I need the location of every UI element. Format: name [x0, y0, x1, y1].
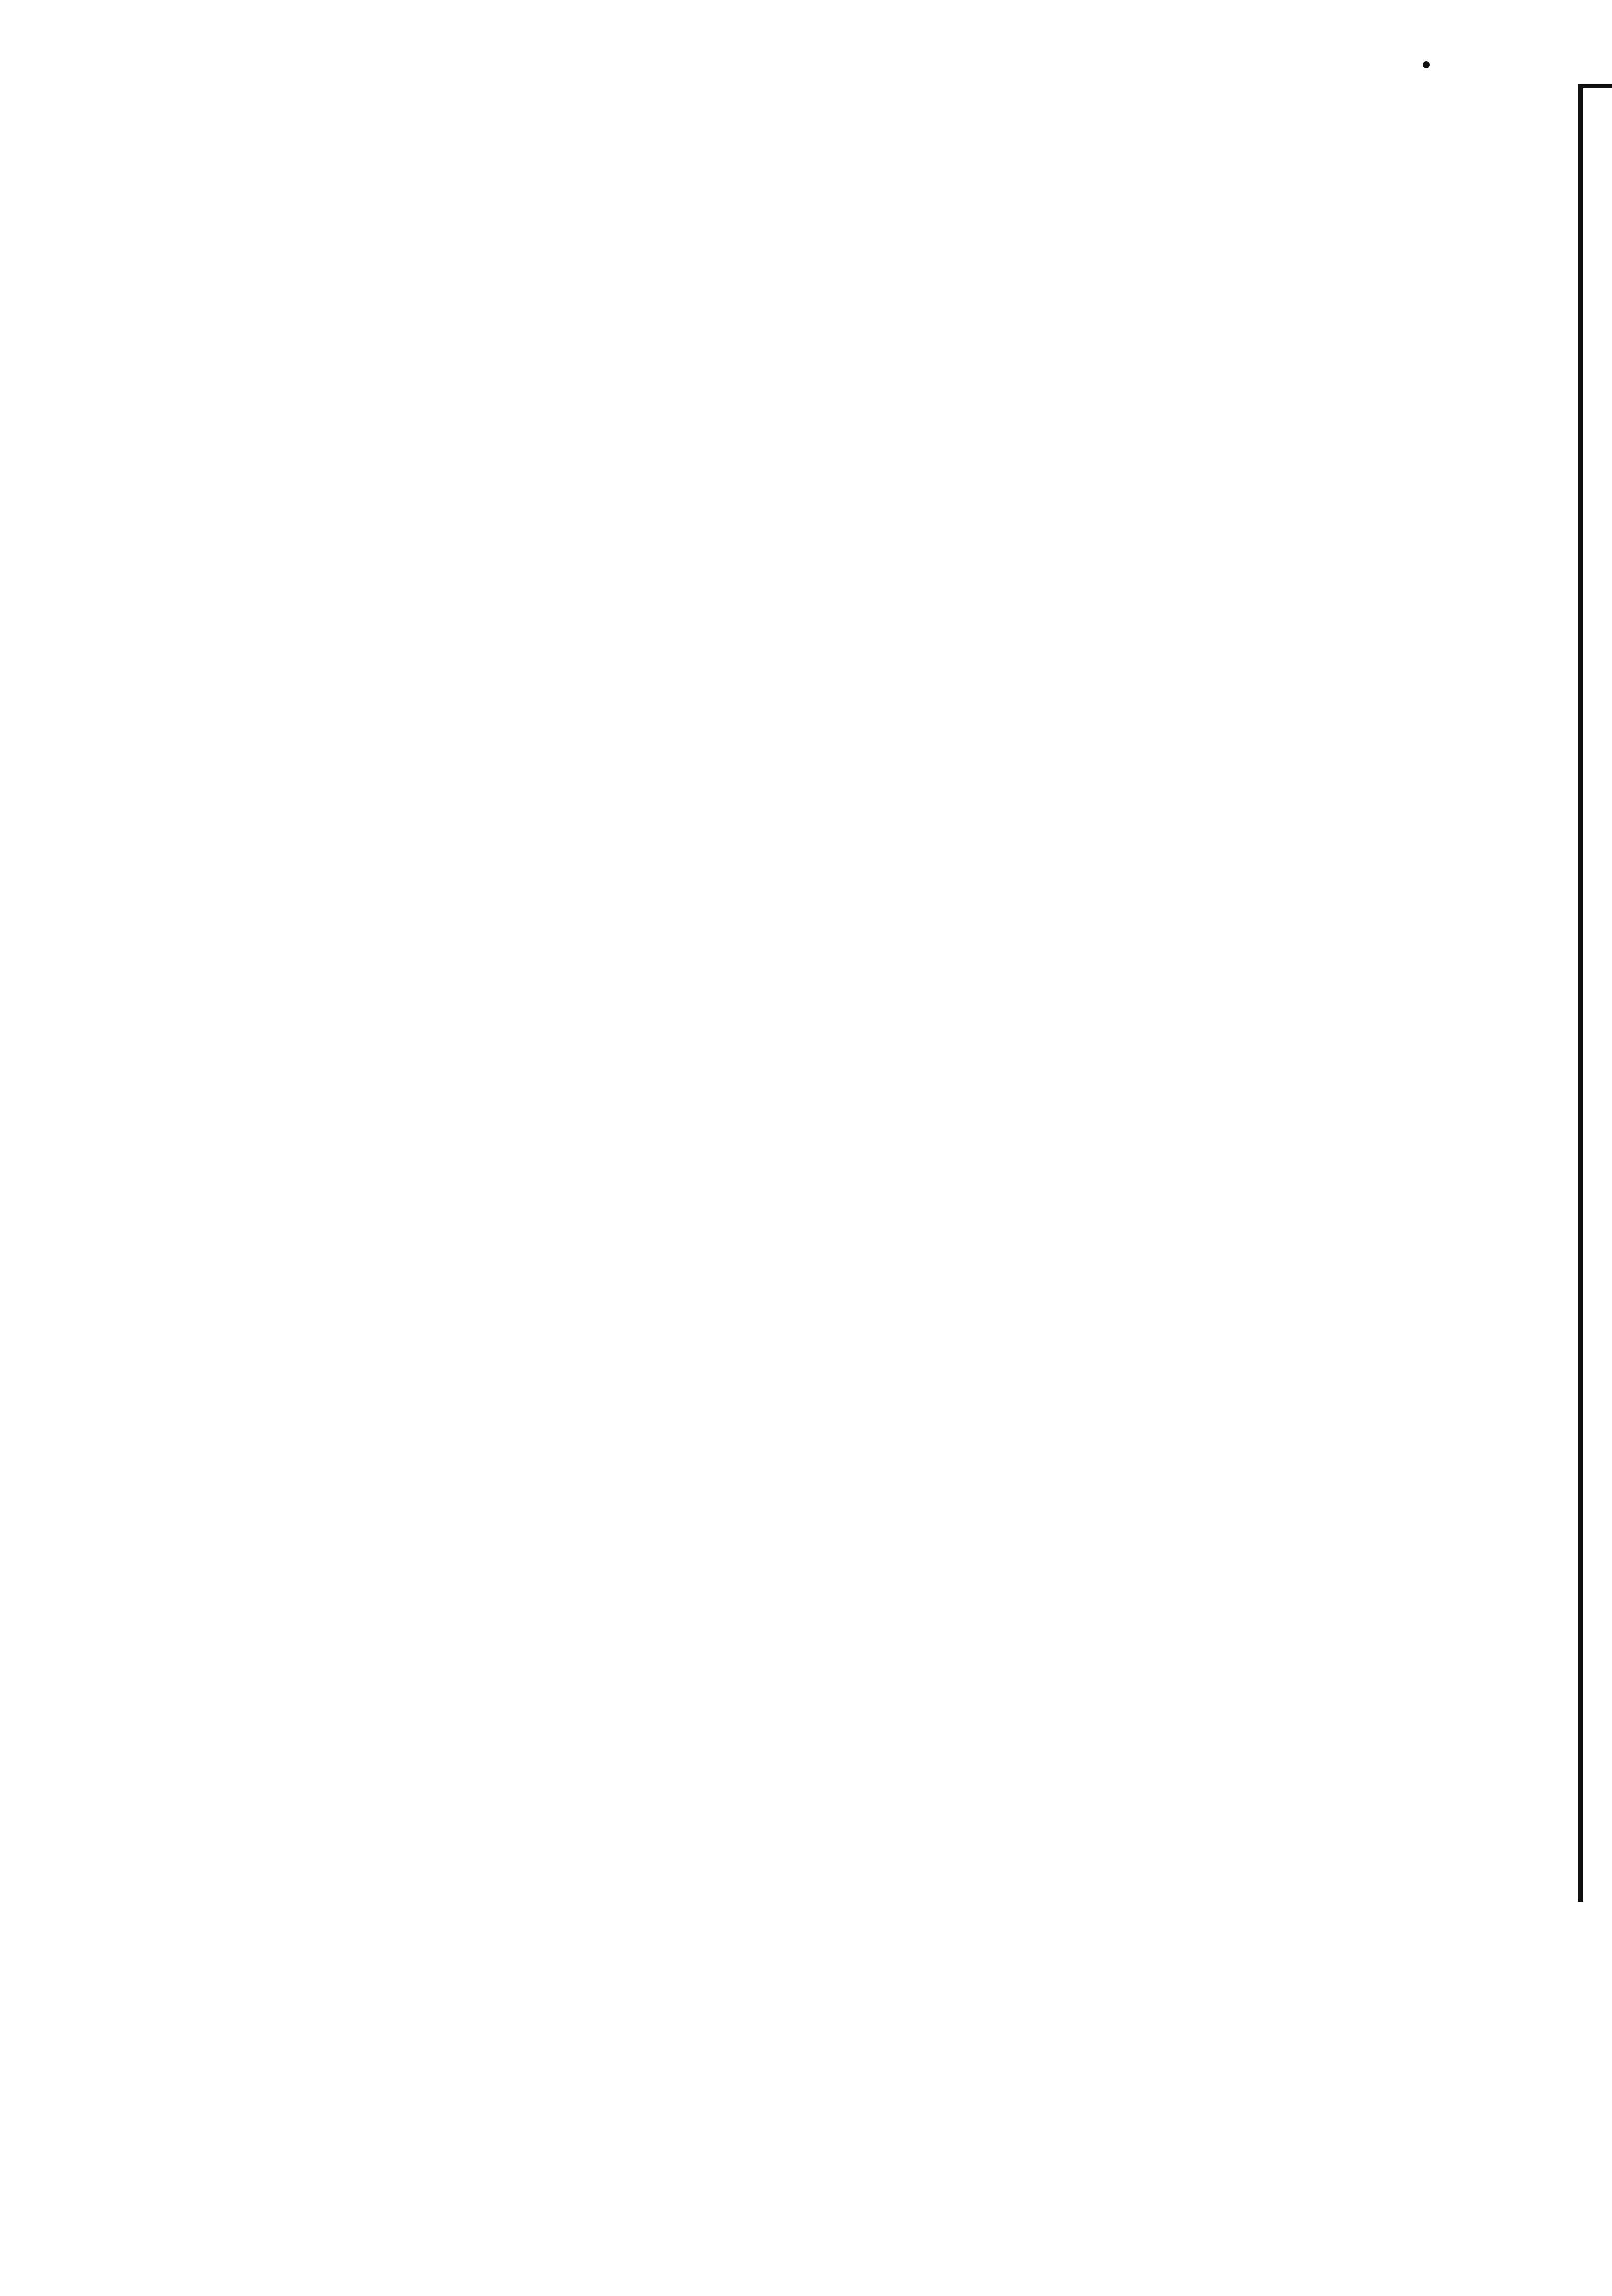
top-rule: [1578, 84, 1583, 1902]
corner-rule: [1583, 84, 1612, 88]
newspaper-clipping: [1578, 84, 1612, 1902]
speck-mark: [1423, 61, 1430, 68]
